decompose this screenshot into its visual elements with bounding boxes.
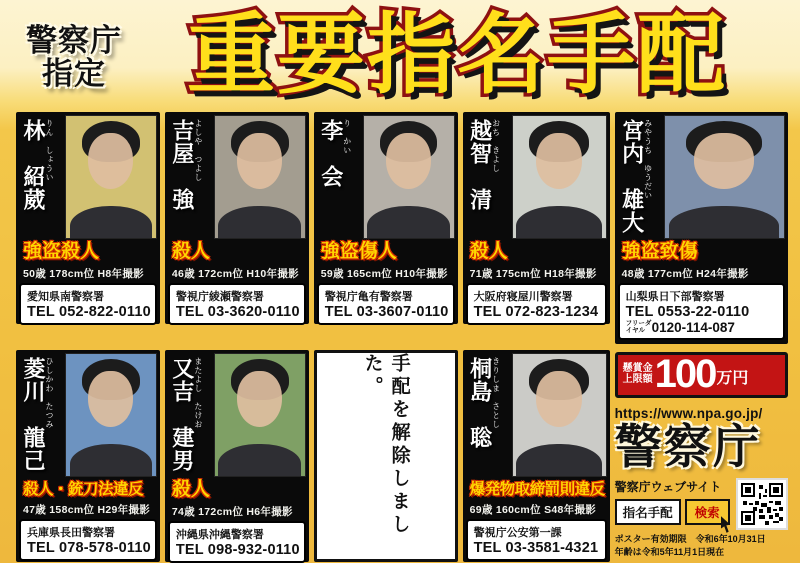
person-furigana: またよし たけお xyxy=(193,356,203,429)
silhouette-torso xyxy=(218,206,301,239)
person-furigana: おち きよし xyxy=(491,119,501,173)
person-name: 林 紹葳 xyxy=(21,119,46,211)
person-stats: 74歳 172cm位 H6年撮影 xyxy=(171,505,293,518)
silhouette-torso xyxy=(70,206,153,239)
website-label: 警察庁ウェブサイト xyxy=(614,479,722,494)
freedial-number: 0120-114-087 xyxy=(651,319,735,335)
card-top xyxy=(168,115,306,239)
card-top xyxy=(19,115,157,239)
qr-code-pattern xyxy=(741,483,783,525)
card-top xyxy=(168,353,306,477)
silhouette-face xyxy=(237,371,282,427)
reward-label-line1: 懸賞金 xyxy=(622,362,653,374)
wanted-card xyxy=(165,112,309,324)
agency-designation-badge xyxy=(26,24,122,91)
crime-label: 爆発物取締罰則違反 xyxy=(469,480,605,498)
validity-note: ポスター有効期限 令和6年10月31日 xyxy=(614,533,766,544)
silhouette-face xyxy=(237,133,282,189)
poster-title: 重要指名手配 xyxy=(186,5,727,104)
reward-amount: 100 xyxy=(654,352,716,397)
person-name-block xyxy=(19,115,65,239)
reward-unit: 万円 xyxy=(716,369,749,387)
age-note: 年齢は令和5年11月1日現在 xyxy=(614,547,725,558)
wanted-card xyxy=(463,112,610,324)
police-station: 兵庫県長田警察署 xyxy=(27,526,115,539)
released-notice-card xyxy=(314,350,458,562)
phone-number: TEL 072-823-1234 xyxy=(473,303,599,320)
silhouette-face xyxy=(386,133,431,189)
person-name-block xyxy=(618,115,664,239)
npa-url-link[interactable]: https://www.npa.go.jp/ xyxy=(614,405,763,421)
poster-header xyxy=(0,0,800,110)
npa-agency-name: 警察庁 xyxy=(614,419,762,473)
person-name-block xyxy=(466,353,512,477)
crime-label: 殺人 xyxy=(171,241,210,262)
card-top xyxy=(19,353,157,477)
police-station: 山梨県日下部警察署 xyxy=(625,290,725,303)
person-furigana: きりしま さとし xyxy=(491,356,501,429)
reward-box xyxy=(615,352,788,398)
search-mockup xyxy=(615,499,730,525)
person-name: 又吉 建男 xyxy=(169,356,195,472)
crime-label: 強盗傷人 xyxy=(320,241,397,262)
person-stats: 71歳 175cm位 H18年撮影 xyxy=(469,267,597,280)
agency-line1: 警察庁 xyxy=(26,22,122,58)
person-name-block xyxy=(466,115,512,239)
person-name-block xyxy=(317,115,363,239)
police-station: 警視庁公安第一課 xyxy=(473,526,562,539)
police-station: 沖縄県沖縄警察署 xyxy=(175,528,264,541)
person-stats: 47歳 158cm位 H29年撮影 xyxy=(23,503,151,516)
person-name-block xyxy=(168,353,214,477)
person-furigana: りん しょうい xyxy=(45,119,54,182)
silhouette-torso xyxy=(367,206,450,239)
mugshot-photo xyxy=(512,115,607,239)
silhouette-torso xyxy=(516,444,602,477)
agency-line2: 指定 xyxy=(42,56,106,91)
released-notice-text: 手配を解除しました。 xyxy=(361,352,410,537)
silhouette-face xyxy=(88,133,133,189)
person-stats: 48歳 177cm位 H24年撮影 xyxy=(621,267,749,280)
search-button[interactable]: 検索 xyxy=(685,499,730,525)
wanted-card xyxy=(16,112,160,324)
person-name: 宮内 雄大 xyxy=(619,119,645,234)
mugshot-photo xyxy=(363,115,455,239)
person-name: 吉屋 強 xyxy=(169,119,195,211)
silhouette-face xyxy=(536,371,583,427)
wanted-card xyxy=(314,112,458,324)
person-name: 菱川 龍己 xyxy=(21,356,46,472)
phone-number: TEL 0553-22-0110 xyxy=(625,303,750,320)
contact-box xyxy=(317,283,455,325)
phone-number: TEL 078-578-0110 xyxy=(27,539,151,556)
silhouette-torso xyxy=(669,206,779,239)
phone-number: TEL 03-3620-0110 xyxy=(175,303,300,320)
police-station: 警視庁亀有警察署 xyxy=(324,290,413,303)
crime-label: 強盗殺人 xyxy=(23,241,100,262)
mugshot-photo xyxy=(512,353,607,477)
silhouette-torso xyxy=(70,444,153,477)
silhouette-face xyxy=(694,133,754,189)
reward-label xyxy=(623,363,653,386)
person-furigana: ひしかわ たつみ xyxy=(45,356,54,429)
person-stats: 69歳 160cm位 S48年撮影 xyxy=(469,503,597,516)
reward-label-line2: 上限額 xyxy=(622,374,653,386)
person-stats: 59歳 165cm位 H10年撮影 xyxy=(320,267,448,280)
mugshot-photo xyxy=(65,353,157,477)
silhouette-torso xyxy=(218,444,301,477)
mugshot-photo xyxy=(214,115,306,239)
person-name-block xyxy=(168,115,214,239)
freedial-label: フリーダイヤル xyxy=(625,319,652,335)
crime-label: 強盗致傷 xyxy=(621,241,698,262)
contact-box xyxy=(466,283,607,325)
qr-code-icon[interactable] xyxy=(736,478,788,530)
person-name: 李 会 xyxy=(318,119,344,188)
person-furigana: みやうち ゆうだい xyxy=(643,119,653,200)
phone-number: TEL 052-822-0110 xyxy=(27,303,151,320)
contact-box xyxy=(168,283,306,325)
contact-box xyxy=(466,519,607,561)
card-top xyxy=(466,353,607,477)
card-top xyxy=(317,115,455,239)
wanted-card xyxy=(165,350,309,562)
contact-box xyxy=(19,519,157,561)
person-name-block xyxy=(19,353,65,477)
crime-label: 殺人・銃刀法違反 xyxy=(23,480,144,498)
wanted-card xyxy=(463,350,610,562)
phone-number: TEL 03-3607-0110 xyxy=(324,303,449,320)
police-station: 警視庁綾瀬警察署 xyxy=(175,290,264,303)
phone-number: TEL 03-3581-4321 xyxy=(473,539,599,556)
contact-box xyxy=(168,521,306,563)
person-name: 桐島 聡 xyxy=(467,356,493,449)
silhouette-torso xyxy=(516,206,602,239)
person-stats: 46歳 172cm位 H10年撮影 xyxy=(171,267,299,280)
police-station: 大阪府寝屋川警察署 xyxy=(473,290,573,303)
wanted-card xyxy=(16,350,160,562)
wanted-card xyxy=(615,112,788,344)
npa-info-panel xyxy=(615,350,788,562)
card-top xyxy=(618,115,785,239)
mugshot-photo xyxy=(664,115,785,239)
freedial-row xyxy=(626,320,779,335)
card-top xyxy=(466,115,607,239)
contact-box xyxy=(618,283,785,340)
search-query-box[interactable]: 指名手配 xyxy=(615,499,681,525)
crime-label: 殺人 xyxy=(469,241,508,262)
mugshot-photo xyxy=(214,353,306,477)
mugshot-photo xyxy=(65,115,157,239)
phone-number: TEL 098-932-0110 xyxy=(175,541,300,558)
person-furigana: よしや つよし xyxy=(193,119,203,182)
police-station: 愛知県南警察署 xyxy=(27,290,104,303)
crime-label: 殺人 xyxy=(171,478,210,500)
contact-box xyxy=(19,283,157,325)
poster-notes xyxy=(615,533,788,562)
silhouette-face xyxy=(88,371,133,427)
silhouette-face xyxy=(536,133,583,189)
website-section xyxy=(615,478,788,530)
person-stats: 50歳 178cm位 H8年撮影 xyxy=(23,267,144,280)
wanted-grid xyxy=(16,112,784,562)
person-furigana: り かい xyxy=(342,119,352,155)
person-name: 越智 清 xyxy=(467,119,493,211)
